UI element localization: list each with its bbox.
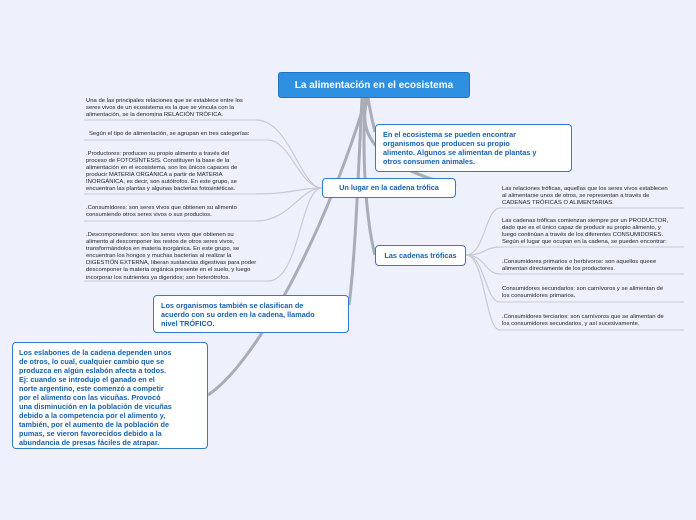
topic-eslabones-cadena[interactable]: Los eslabones de la cadena dependen unos de otros, lo cual, cualquier cambio que se produzca en algún eslabón afecta a todos. Ej: cuando se introdujo el ganado en el norte argentino, este comenzó a competir por el alimento con las vicuñas. Provocó una disminución en la población de vicuñas debido a la competencia por el alimento y, también, por el aumento de la población de pumas, se vieron favorecidos debido a la abundancia de presas fáciles de atrapar. bbox=[12, 342, 208, 449]
leaf-descomponedores: .Descomponedores: son los seres vivos que obtienen su alimento al descomponer los restos de otros seres vivos, transformándolos en materia inorgánica. En este grupo, se encuentran los hongos y muchas bacterias al realizar la DIGESTIÓN EXTERNA, liberan sustancias digestivas para poder descomponer la materia orgánica presente en el suelo, y luego incorporar los nutrientes ya digeridos; son heterótrofos. bbox=[86, 232, 257, 281]
topic-organismos-propio-alimento[interactable]: En el ecosistema se pueden encontrar organismos que producen su propio alimento. Algunos se alimentan de plantas y otros consumen animales. bbox=[375, 124, 572, 172]
leaf-productor-inicio: Las cadenas tróficas comienzan siempre por un PRODUCTOR, dado que es el único capaz de producir su propio alimento, y luego continúan a través de los diferentes CONSUMIDORES. Según el lugar que ocupan en la cadena, se pueden encontrar: bbox=[502, 218, 669, 246]
leaf-relaciones-troficas: Las relaciones tróficas, aquellas que los seres vivos establecen al alimentarse unos de otros, se representan a través de CADENAS TRÓFICAS O ALIMENTARIAS. bbox=[502, 186, 668, 207]
link-left-leaf-2 bbox=[268, 140, 322, 188]
topic-lugar-cadena-trofica[interactable]: Un lugar en la cadena trófica bbox=[322, 178, 456, 198]
link-left-leaf-3 bbox=[256, 188, 322, 194]
leaf-consumidores-secundarios: Consumidores secundarios: son carnívoros y se alimentan de los consumidores primarios. bbox=[502, 286, 664, 300]
link-root-right-note bbox=[368, 98, 375, 132]
topic-nivel-trofico[interactable]: Los organismos también se clasifican de acuerdo con su orden en la cadena, llamado nivel TRÓFICO. bbox=[153, 295, 349, 333]
leaf-tres-categorias: Según el tipo de alimentación, se agrupan en tres categorías: bbox=[89, 131, 250, 137]
leaf-consumidores-terciarios: .Consumidores terciarios: son carnívoros que se alimentan de los consumidores secundarios, y así sucesivamente. bbox=[502, 314, 664, 328]
leaf-productores: .Productores: producen su propio alimento a través del proceso de FOTOSÍNTESIS. Constituyen la base de la alimentación en el ecosistema, son los únicos capaces de producir MATERIA ORGÁNICA a partir de MATERIA INORGÁNICA, es decir, son autótrofos. En este grupo, se encuentran las plantas y algunas bacterias fotosintéticas. bbox=[86, 151, 238, 193]
leaf-relacion-trofica: Una de las principales relaciones que se establece entre los seres vivos de un ecosistema es la que se vincula con la alimentación, se la denomina RELACIÓN TRÓFICA. bbox=[86, 98, 243, 119]
link-right-leaf-5 bbox=[466, 255, 500, 330]
link-left-leaf-4 bbox=[256, 188, 322, 221]
leaf-consumidores: .Consumidores: son seres vivos que obtienen su alimento consumiendo otros seres vivos o sus productos. bbox=[86, 205, 237, 219]
leaf-consumidores-primarios: .Consumidores primarios o herbívoros: son aquellos queee alimentan directamente de los productores. bbox=[502, 259, 657, 273]
root-topic[interactable]: La alimentación en el ecosistema bbox=[278, 72, 470, 98]
topic-cadenas-troficas[interactable]: Las cadenas tróficas bbox=[375, 245, 466, 266]
